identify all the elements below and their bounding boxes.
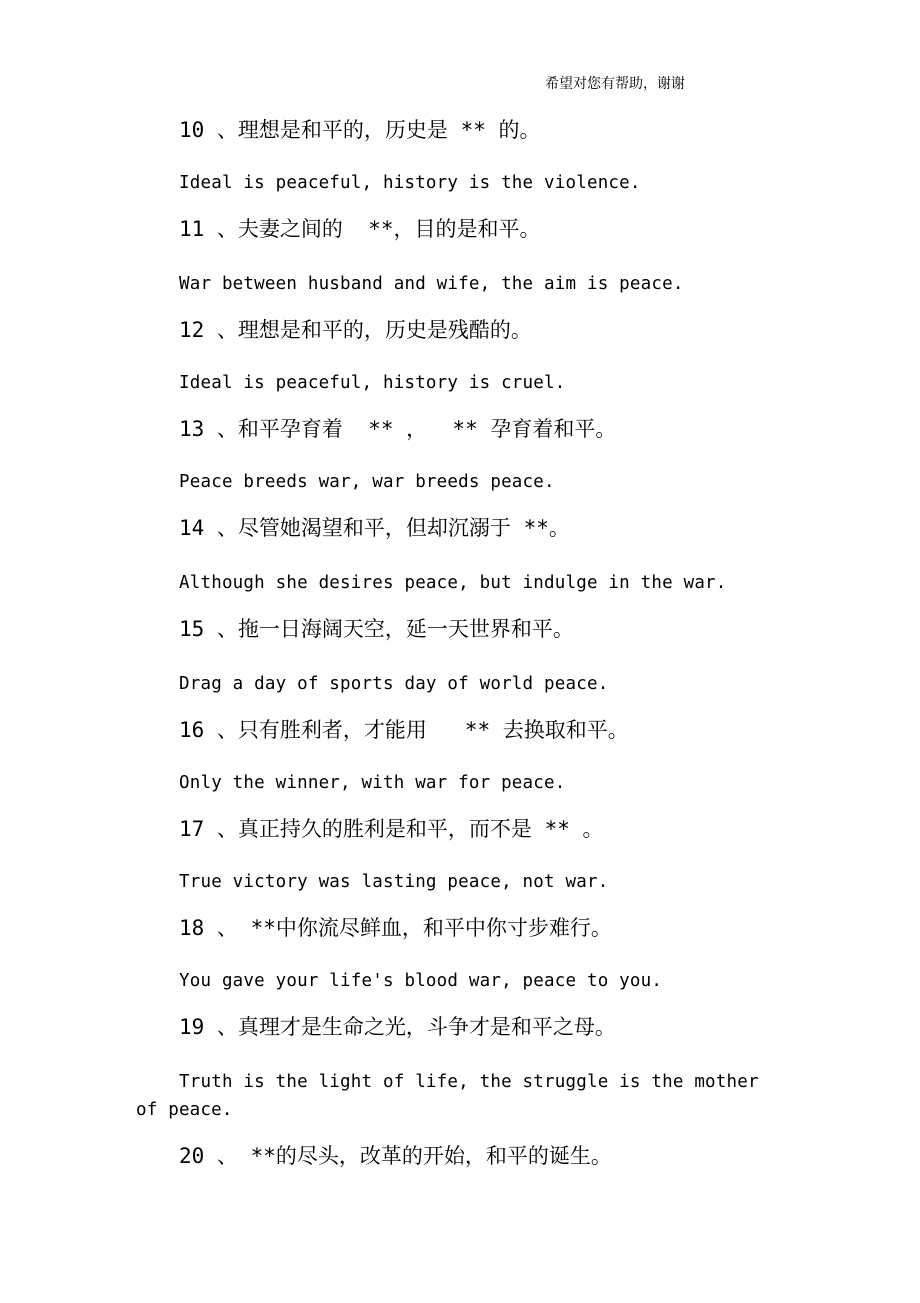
entry-19-chinese: 19 、真理才是生命之光，斗争才是和平之母。 — [179, 1015, 616, 1039]
entry-18-english: You gave your life's blood war, peace to you. — [179, 971, 663, 991]
entry-20-chinese: 20 、 **的尽头，改革的开始，和平的诞生。 — [179, 1144, 612, 1168]
entry-17-chinese: 17 、真正持久的胜利是和平，而不是 ** 。 — [179, 817, 604, 841]
entry-14-english: Although she desires peace, but indulge in the war. — [179, 573, 727, 593]
entry-19-english: Truth is the light of life, the struggle is the mother of peace. — [136, 1072, 759, 1120]
entry-12-english: Ideal is peaceful, history is cruel. — [179, 373, 566, 393]
entry-11-chinese: 11 、夫妻之间的 **，目的是和平。 — [179, 217, 541, 241]
entry-10-english: Ideal is peaceful, history is the violence. — [179, 173, 641, 193]
entry-11-english: War between husband and wife, the aim is peace. — [179, 274, 684, 294]
entry-16-english: Only the winner, with war for peace. — [179, 773, 566, 793]
entry-15-english: Drag a day of sports day of world peace. — [179, 674, 609, 694]
entry-13-chinese: 13 、和平孕育着 ** ， ** 孕育着和平。 — [179, 417, 617, 441]
entry-12-chinese: 12 、理想是和平的，历史是残酷的。 — [179, 318, 532, 342]
entry-10-chinese: 10 、理想是和平的，历史是 ** 的。 — [179, 118, 541, 142]
entry-13-english: Peace breeds war, war breeds peace. — [179, 472, 555, 492]
entry-15-chinese: 15 、拖一日海阔天空，延一天世界和平。 — [179, 617, 574, 641]
entry-16-chinese: 16 、只有胜利者，才能用 ** 去换取和平。 — [179, 718, 629, 742]
entry-18-chinese: 18 、 **中你流尽鲜血，和平中你寸步难行。 — [179, 916, 612, 940]
entry-14-chinese: 14 、尽管她渴望和平，但却沉溺于 **。 — [179, 516, 570, 540]
header-note: 希望对您有帮助，谢谢 — [545, 76, 685, 92]
entry-17-english: True victory was lasting peace, not war. — [179, 872, 609, 892]
